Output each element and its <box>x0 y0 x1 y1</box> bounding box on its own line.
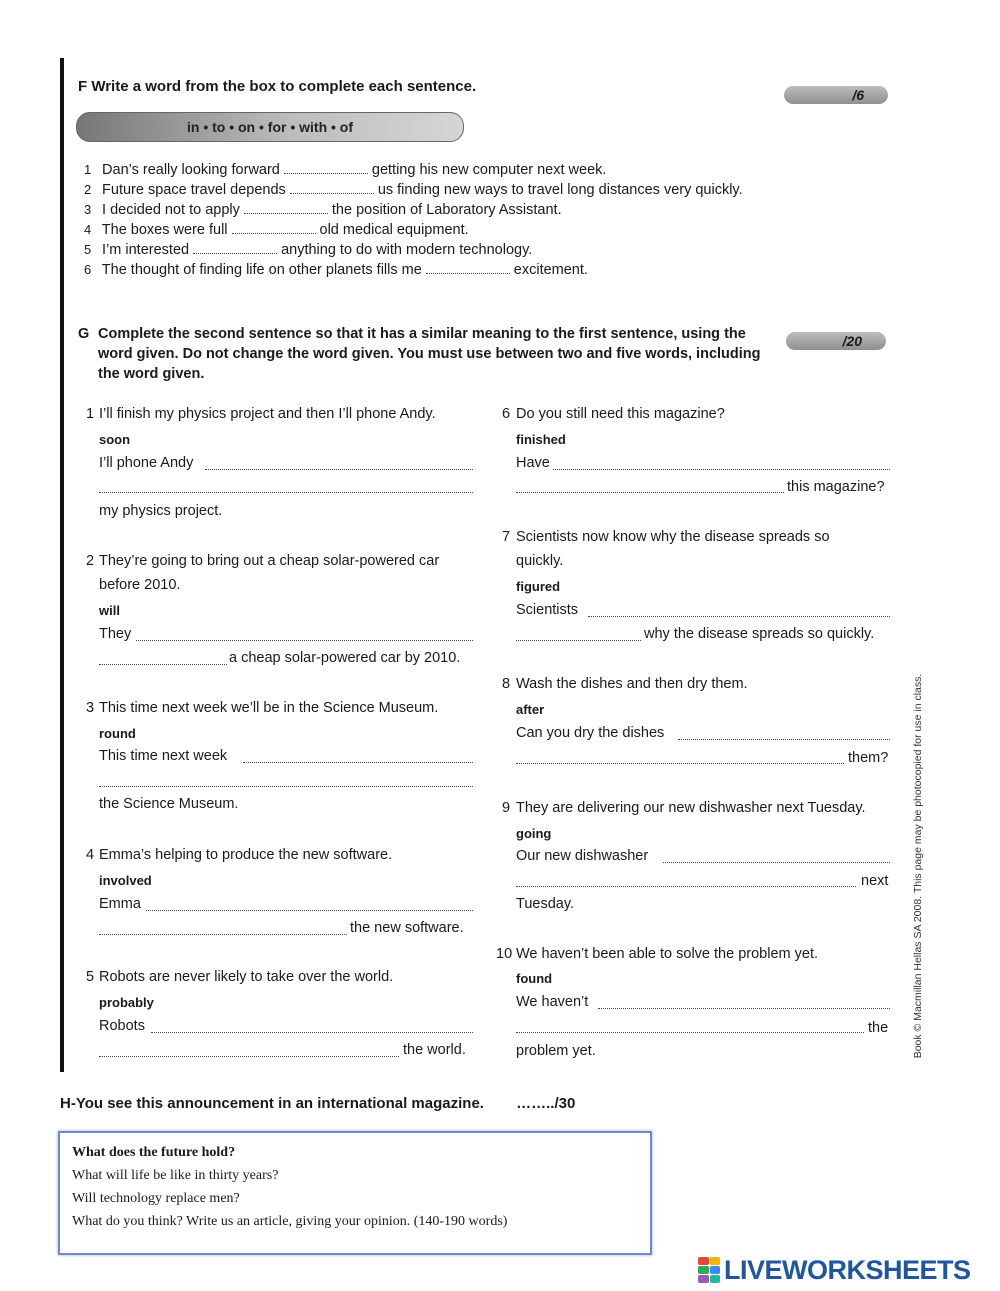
g-item-1-end: my physics project. <box>99 503 223 519</box>
section-h-title: H-You see this announcement in an international magazine. ……../30 <box>60 1095 576 1112</box>
word-box: in • to • on • for • with • of <box>76 112 464 142</box>
answer-line[interactable] <box>516 640 641 641</box>
g-item-5-keyword: probably <box>99 995 154 1010</box>
answer-line[interactable] <box>99 786 473 787</box>
g-item-8-num: 8 <box>502 676 511 692</box>
g-item-7-start: Scientists <box>516 602 579 618</box>
answer-line[interactable] <box>99 492 473 493</box>
answer-line[interactable] <box>99 664 227 665</box>
g-item-10-sentence: We haven’t been able to solve the problem yet. <box>516 946 819 962</box>
g-item-6-sentence: Do you still need this magazine? <box>516 406 725 422</box>
g-item-7-end: why the disease spreads so quickly. <box>644 626 875 642</box>
g-item-8-sentence: Wash the dishes and then dry them. <box>516 676 748 692</box>
g-item-6-start: Have <box>516 455 550 471</box>
g-item-1-keyword: soon <box>99 432 131 447</box>
g-item-4-num: 4 <box>86 847 95 863</box>
g-item-5-sentence: Robots are never likely to take over the world. <box>99 969 394 985</box>
g-item-2-keyword: will <box>99 603 120 618</box>
g-item-10-end: the <box>868 1020 889 1036</box>
answer-line[interactable] <box>516 492 784 493</box>
answer-blank[interactable] <box>284 161 368 174</box>
answer-line[interactable] <box>99 1056 399 1057</box>
g-item-9-sentence: They are delivering our new dishwasher next Tuesday. <box>516 800 866 816</box>
section-f-title: F Write a word from the box to complete each sentence. <box>78 78 477 95</box>
g-item-5-start: Robots <box>99 1018 145 1034</box>
copyright-side-text: Book © Macmillan Hellas SA 2008. This page may be photocopied for use in class. <box>912 673 924 1059</box>
answer-line[interactable] <box>243 762 473 763</box>
answer-line[interactable] <box>678 739 890 740</box>
g-item-1-start: I’ll phone Andy <box>99 455 194 471</box>
g-item-8-start: Can you dry the dishes <box>516 725 665 741</box>
g-item-10-end-cont: problem yet. <box>516 1043 596 1059</box>
f-item-2: 2 Future space travel depends us finding new ways to travel long distances very quickly. <box>84 182 743 198</box>
g-item-1-sentence: I’ll finish my physics project and then I’ll phone Andy. <box>99 406 436 422</box>
g-item-9-end: next <box>861 873 889 889</box>
answer-line[interactable] <box>516 886 856 887</box>
g-item-10-num: 10 <box>496 946 513 962</box>
section-g-score: /20 <box>786 332 886 350</box>
section-g-title: G Complete the second sentence so that it has a similar meaning to the first sentence, using the word given. Do not change the word given. You must use between two and five words, including the word given. <box>78 326 761 382</box>
g-item-7-sentence: Scientists now know why the disease spreads so <box>516 529 830 545</box>
g-item-9-keyword: going <box>516 826 552 841</box>
announcement-box <box>58 1131 652 1255</box>
g-item-4-end: the new software. <box>350 920 464 936</box>
answer-blank[interactable] <box>244 201 328 214</box>
g-item-4-start: Emma <box>99 896 141 912</box>
section-h-score: ……../30 <box>516 1095 576 1112</box>
answer-blank[interactable] <box>290 181 374 194</box>
answer-blank[interactable] <box>193 241 277 254</box>
f-item-3: 3 I decided not to apply the position of Laboratory Assistant. <box>84 202 562 218</box>
announcement-line: What do you think? Write us an article, giving your opinion. (140-190 words) <box>72 1214 508 1229</box>
logo-icon <box>698 1257 720 1283</box>
logo-text: LIVEWORKSHEETS <box>724 1254 971 1285</box>
g-item-3-start: This time next week <box>99 748 228 764</box>
margin-bar <box>60 58 64 1072</box>
g-item-5-end: the world. <box>403 1042 466 1058</box>
answer-blank[interactable] <box>426 261 510 274</box>
answer-line[interactable] <box>146 910 473 911</box>
g-item-3-end: the Science Museum. <box>99 796 239 812</box>
f-item-5: 5 I’m interested anything to do with modern technology. <box>84 242 533 258</box>
g-item-2-sentence: They’re going to bring out a cheap solar-powered car <box>99 553 440 569</box>
g-item-4-sentence: Emma’s helping to produce the new software. <box>99 847 393 863</box>
answer-line[interactable] <box>516 1032 864 1033</box>
answer-line[interactable] <box>588 616 890 617</box>
f-item-1: 1 Dan’s really looking forward getting his new computer next week. <box>84 162 607 178</box>
g-item-4-keyword: involved <box>99 873 152 888</box>
g-item-2-sentence-cont: before 2010. <box>99 577 181 593</box>
g-item-3-num: 3 <box>86 700 95 716</box>
answer-line[interactable] <box>663 862 890 863</box>
g-item-7-num: 7 <box>502 529 511 545</box>
g-item-2-num: 2 <box>86 553 95 569</box>
g-item-1-num: 1 <box>86 406 95 422</box>
announcement-heading: What does the future hold? <box>72 1145 236 1160</box>
g-item-9-start: Our new dishwasher <box>516 848 649 864</box>
liveworksheets-logo <box>698 1253 971 1287</box>
g-item-5-num: 5 <box>86 969 95 985</box>
g-item-6-end: this magazine? <box>787 479 885 495</box>
g-item-3-keyword: round <box>99 726 136 741</box>
answer-line[interactable] <box>553 469 890 470</box>
g-item-2-start: They <box>99 626 132 642</box>
f-item-4: 4 The boxes were full old medical equipment. <box>84 222 469 238</box>
announcement-line: Will technology replace men? <box>72 1191 240 1206</box>
g-item-6-num: 6 <box>502 406 511 422</box>
g-item-9-num: 9 <box>502 800 511 816</box>
g-item-8-keyword: after <box>516 702 545 717</box>
answer-line[interactable] <box>205 469 473 470</box>
g-item-7-sentence-cont: quickly. <box>516 553 564 569</box>
g-item-6-keyword: finished <box>516 432 566 447</box>
g-item-10-start: We haven’t <box>516 994 589 1010</box>
g-item-7-keyword: figured <box>516 579 561 594</box>
answer-line[interactable] <box>151 1032 473 1033</box>
section-f-score: /6 <box>784 86 888 104</box>
answer-line[interactable] <box>136 640 473 641</box>
g-item-10-keyword: found <box>516 971 553 986</box>
announcement-line: What will life be like in thirty years? <box>72 1168 279 1183</box>
g-item-3-sentence: This time next week we’ll be in the Science Museum. <box>99 700 439 716</box>
g-item-9-end-cont: Tuesday. <box>516 896 575 912</box>
answer-line[interactable] <box>598 1008 890 1009</box>
g-item-2-end: a cheap solar-powered car by 2010. <box>229 650 461 666</box>
answer-line[interactable] <box>99 934 347 935</box>
g-item-8-end: them? <box>848 750 889 766</box>
answer-line[interactable] <box>516 763 844 764</box>
f-item-6: 6 The thought of finding life on other planets fills me excitement. <box>84 262 588 278</box>
answer-blank[interactable] <box>232 221 316 234</box>
